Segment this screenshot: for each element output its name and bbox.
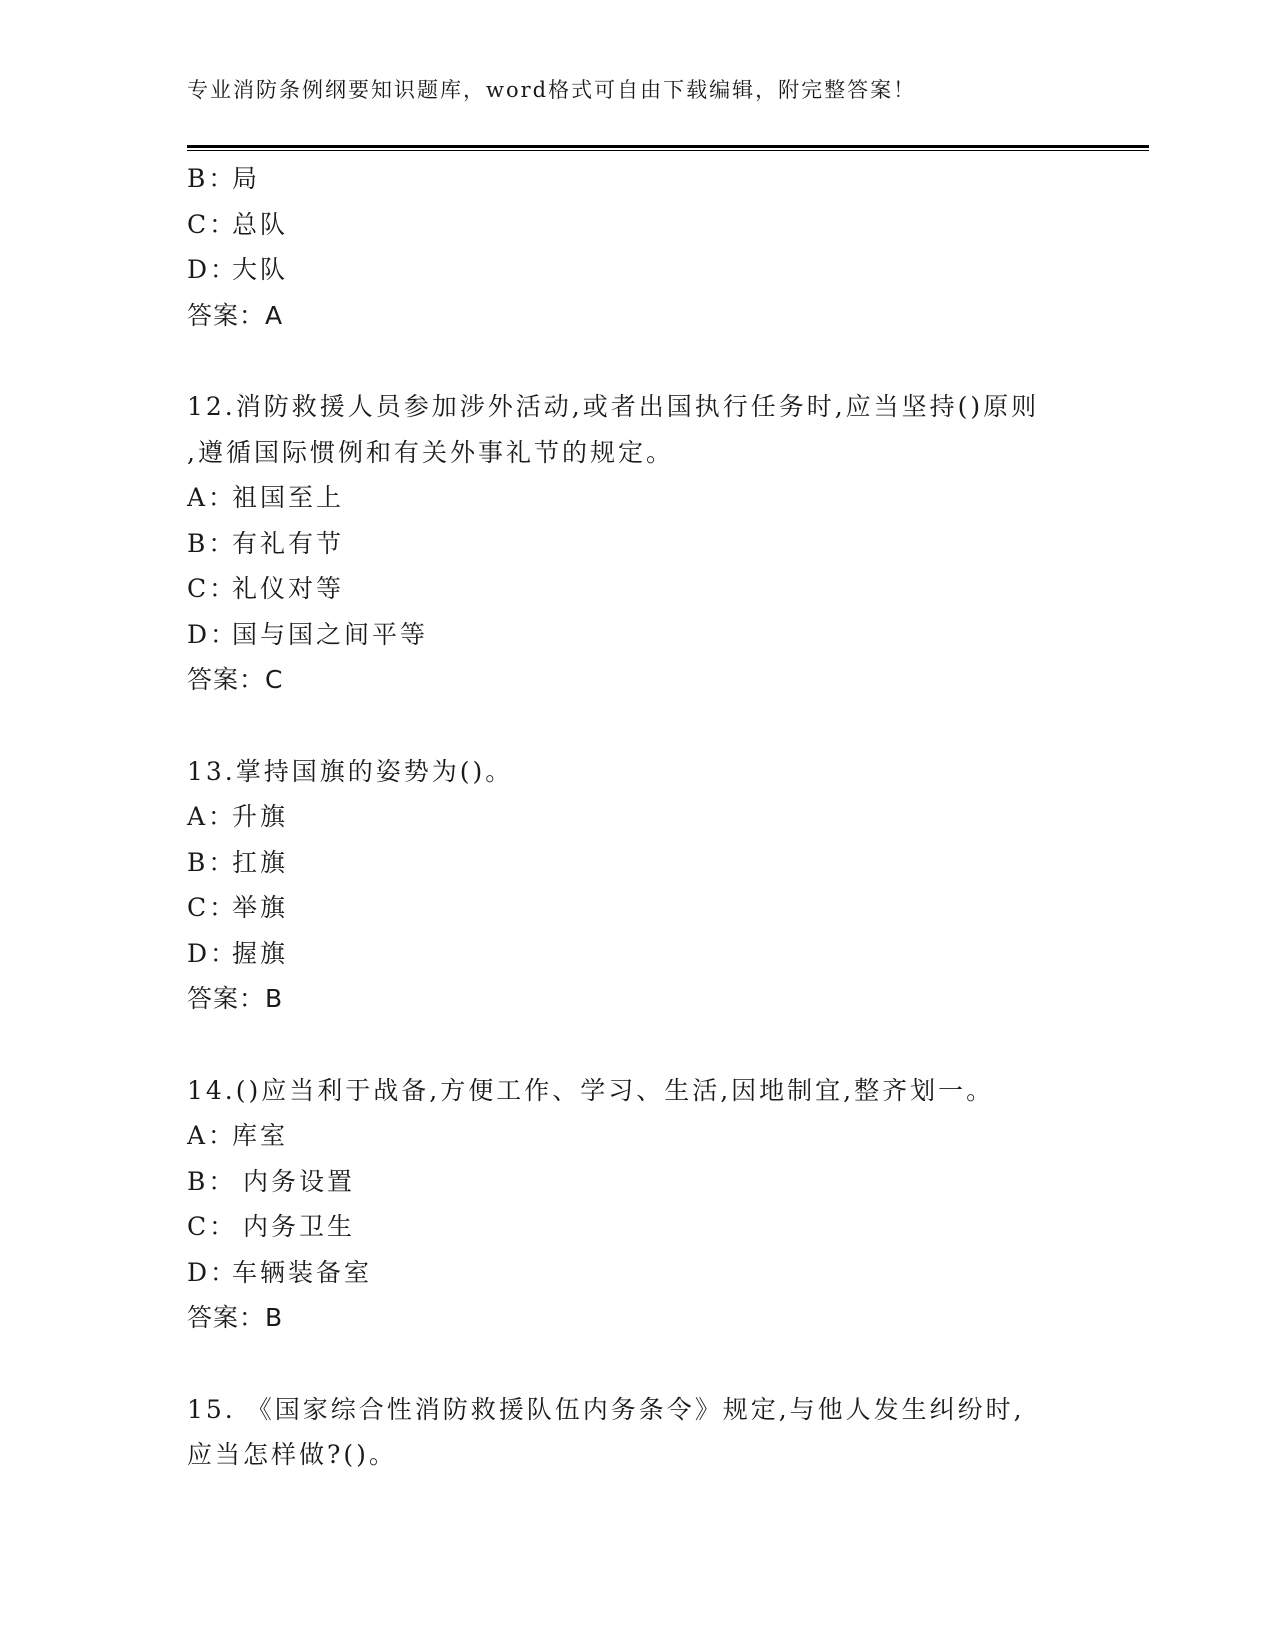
- question-stem-line: 14.()应当利于战备,方便工作、学习、生活,因地制宜,整齐划一。: [187, 1075, 995, 1105]
- question-stem-line: 13.掌持国旗的姿势为()。: [187, 756, 514, 786]
- spacer: [187, 1022, 1107, 1068]
- option-key: D：: [187, 619, 239, 649]
- question-14: [187, 1068, 1107, 1341]
- question-stem-line: 12.消防救援人员参加涉外活动,或者出国执行任务时,应当坚持()原则: [187, 392, 1040, 421]
- option-a: [187, 794, 1107, 840]
- option-a: [187, 475, 1107, 521]
- option-key: A：: [187, 1121, 237, 1150]
- option-key: C：: [187, 893, 238, 922]
- option-key: C：: [187, 574, 238, 603]
- option-text: 祖国至上: [232, 483, 345, 512]
- answer-line: 答案：C: [187, 665, 284, 694]
- option-b: [187, 1159, 1107, 1205]
- answer-line: 答案：A: [187, 300, 284, 330]
- question-12: [187, 384, 1107, 703]
- option-text: 举旗: [232, 893, 289, 922]
- option-d: [187, 612, 1107, 658]
- option-text: 内务设置: [232, 1166, 355, 1196]
- header-rule-thin: [187, 150, 1149, 151]
- option-key: D：: [187, 938, 239, 968]
- option-text: 库室: [232, 1121, 289, 1150]
- option-c: [187, 885, 1107, 931]
- option-key: B：: [187, 1166, 237, 1196]
- option-text: 礼仪对等: [232, 574, 345, 603]
- option-key: A：: [187, 802, 237, 831]
- spacer: [187, 703, 1107, 749]
- option-text: 内务卫生: [232, 1212, 355, 1241]
- option-b: [187, 840, 1107, 886]
- option-c: [187, 202, 1107, 248]
- question-stem-line: 应当怎样做?()。: [187, 1440, 397, 1469]
- option-a: [187, 1113, 1107, 1159]
- option-text: 局: [232, 164, 261, 193]
- question-stem-line: 15. 《国家综合性消防救援队伍内务条令》规定,与他人发生纠纷时,: [187, 1394, 1025, 1424]
- option-key: D：: [187, 1257, 239, 1287]
- question-list: [187, 156, 1107, 1478]
- option-d: [187, 247, 1107, 293]
- spacer: [187, 1341, 1107, 1387]
- option-key: B：: [187, 164, 237, 193]
- page-header: 专业消防条例纲要知识题库，word格式可自由下载编辑，附完整答案！: [187, 78, 917, 102]
- spacer: [187, 338, 1107, 384]
- question-13: [187, 749, 1107, 1022]
- option-text: 扛旗: [232, 847, 289, 877]
- option-b: [187, 156, 1107, 202]
- option-d: [187, 1250, 1107, 1296]
- option-text: 车辆装备室: [232, 1257, 373, 1287]
- header-rule-thick: [187, 145, 1149, 148]
- option-key: B：: [187, 847, 237, 877]
- option-text: 有礼有节: [232, 528, 345, 558]
- answer-line: 答案：B: [187, 1303, 284, 1332]
- option-d: [187, 931, 1107, 977]
- option-key: A：: [187, 483, 237, 512]
- option-c: [187, 1204, 1107, 1250]
- option-text: 总队: [232, 209, 289, 239]
- answer-line: 答案：B: [187, 984, 284, 1013]
- option-key: B：: [187, 528, 237, 558]
- option-text: 握旗: [232, 938, 289, 968]
- question-11-tail: [187, 156, 1107, 338]
- option-key: C：: [187, 209, 238, 239]
- option-c: [187, 566, 1107, 612]
- option-text: 升旗: [232, 802, 289, 831]
- option-b: [187, 521, 1107, 567]
- option-text: 国与国之间平等: [232, 619, 429, 649]
- option-key: C：: [187, 1212, 238, 1241]
- option-text: 大队: [232, 255, 289, 284]
- option-key: D：: [187, 255, 239, 284]
- question-stem-line: ,遵循国际惯例和有关外事礼节的规定。: [187, 437, 674, 467]
- question-15: [187, 1387, 1107, 1478]
